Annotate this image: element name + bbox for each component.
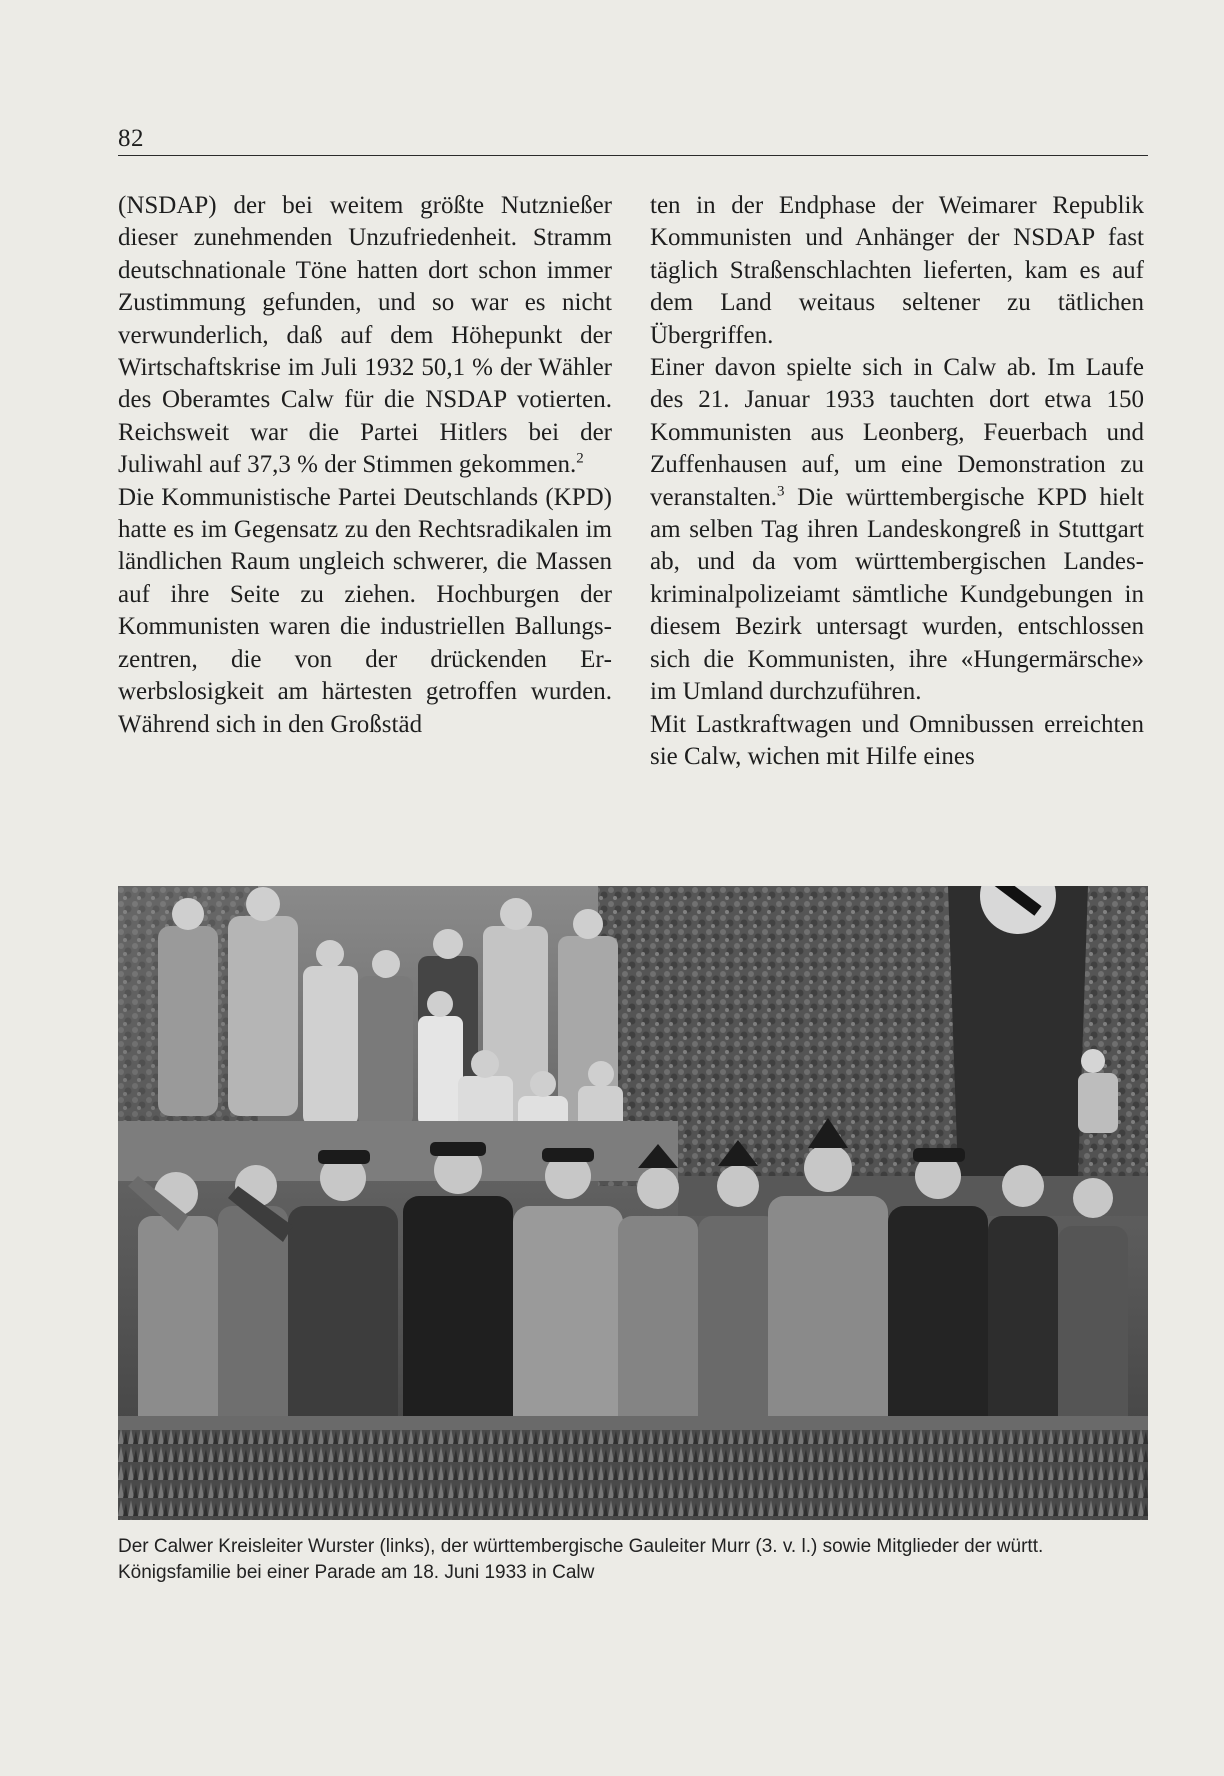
left-paragraph-1-text: (NSDAP) der bei weitem größte Nutznießer dieser zunehmenden Unzufriedenheit. Stramm deutschnationale Töne hatten dort schon immer Zustimmung gefunden, und so war es nicht verwunderlich, daß auf dem Höhepunkt der Wirtschaftskrise im Juli 1932 50,1 % der Wähler des Oberamtes Calw für die NSDAP votierten. Reichsweit war die Partei Hitlers bei der Juliwahl auf 37,3 % der Stimmen gekommen. xyxy=(118,192,612,479)
right-paragraph-2 xyxy=(650,352,1144,708)
footnote-marker-2[interactable]: 2 xyxy=(576,450,584,467)
right-column xyxy=(650,190,1144,773)
footnote-marker-3[interactable]: 3 xyxy=(777,483,785,500)
right-paragraph-2-text-a: Einer davon spielte sich in Calw ab. Im Laufe des 21. Januar 1933 tauchten dort etwa 150 Kommunisten aus Leonberg, Feuerbach und Zuffenhausen auf, um eine Demonstration zu veranstalten. xyxy=(650,354,1144,511)
left-column xyxy=(118,190,612,741)
header-rule xyxy=(118,155,1148,156)
right-paragraph-1: ten in der Endphase der Weimarer Republik Kommunisten und Anhänger der NSDAP fast täglich Straßenschlachten lieferten, kam es auf dem Land weitaus seltener zu tätlichen Übergriffen. xyxy=(650,192,1144,349)
right-paragraph-3: Mit Lastkraftwagen und Omnibussen erreichten sie Calw, wichen mit Hilfe eines xyxy=(650,710,1144,770)
left-paragraph-2: Die Kommunistische Partei Deutschlands (KPD) hatte es im Gegensatz zu den Rechtsradikalen im ländlichen Raum ungleich schwerer, die Massen auf ihre Seite zu ziehen. Hochburgen der Kommunisten waren die industriellen Ballungszentren, die von der drückenden Erwerbslosigkeit am härtesten getroffen wurden. Während sich in den Großstäd xyxy=(118,483,612,738)
left-paragraph-1 xyxy=(118,190,612,482)
page-number: 82 xyxy=(118,125,144,152)
right-paragraph-2-text-b: Die württembergische KPD hielt am selben Tag ihren Landeskongreß in Stuttgart ab, und da vom württembergischen Landeskriminalpolizeiamt sämtliche Kundgebungen in diesem Bezirk untersagt wurden, entschlossen sich die Kommunisten, ihre «Hungermärsche» im Umland durchzuführen. xyxy=(650,483,1144,706)
parade-photograph xyxy=(118,886,1148,1520)
photo-caption: Der Calwer Kreisleiter Wurster (links), der württembergische Gauleiter Murr (3. v. l.) sowie Mitglieder der württ. Königsfamilie bei einer Parade am 18. Juni 1933 in Calw xyxy=(118,1536,1044,1583)
